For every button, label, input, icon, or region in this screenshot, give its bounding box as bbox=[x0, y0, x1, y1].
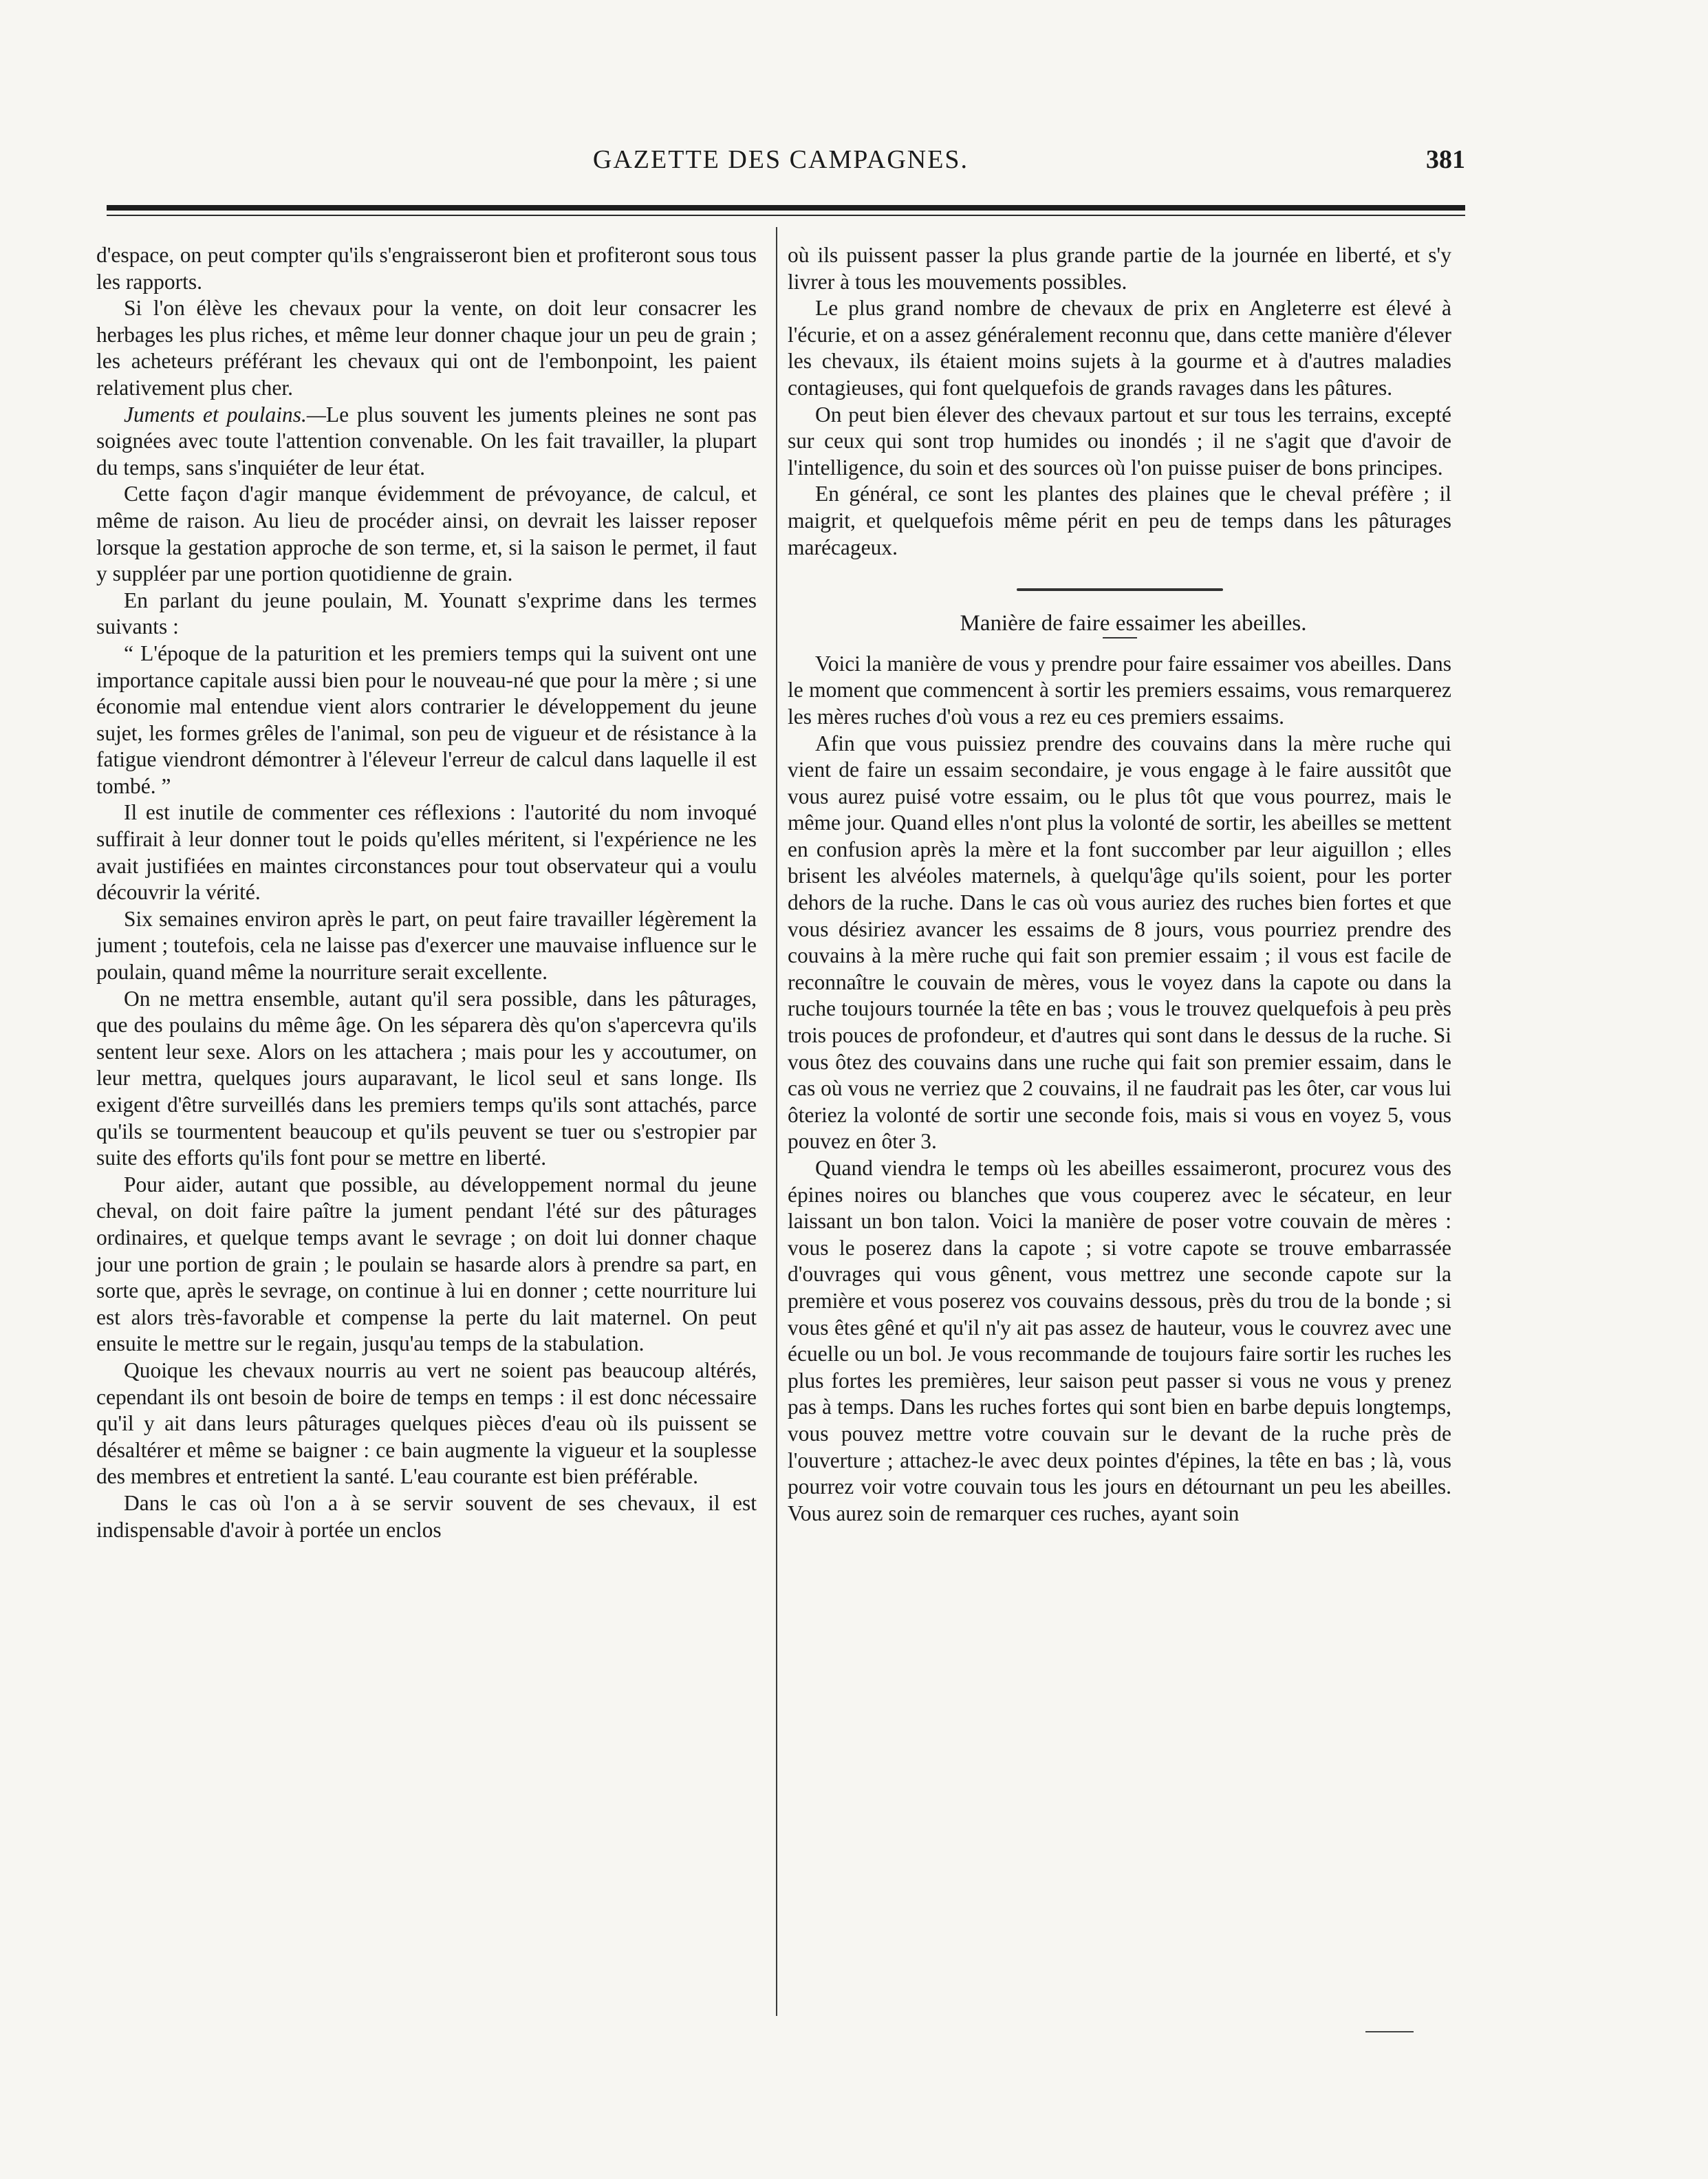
newspaper-title: GAZETTE DES CAMPAGNES. bbox=[592, 145, 969, 174]
paragraph: Six semaines environ après le part, on peut faire travailler légèrement la jument ; toutefois, cela ne laisse pas d'exercer une mauvaise influence sur le poulain, quand même la nourriture serait excellente. bbox=[96, 906, 757, 985]
paragraph: En général, ce sont les plantes des plaines que le cheval préfère ; il maigrit, et quelquefois même périt en peu de temps dans les pâturages marécageux. bbox=[788, 482, 1451, 559]
paragraph: Dans le cas où l'on a à se servir souvent de ses chevaux, il est indispensable d'avoir à portée un enclos bbox=[96, 1490, 757, 1542]
paragraph: Le plus grand nombre de chevaux de prix en Angleterre est élevé à l'écurie, et on a assez généralement reconnu que, dans cette manière d'élever les chevaux, ils étaient moins sujets à la gourme et à d'autres maladies contagieuses, qui font quelquefois de grands ravages dans les pâtures. bbox=[788, 296, 1451, 400]
column-divider bbox=[776, 227, 777, 2016]
paragraph: On ne mettra ensemble, autant qu'il sera possible, dans les pâturages, que des poulains du même âge. On les séparera dès qu'on s'apercevra qu'ils sentent leur sexe. Alors on les attachera ; mais pour les y accoutumer, on leur mettra, quelques jours auparavant, le licol seul et sans longe. Ils exigent d'être surveillés dans les premiers temps qu'ils sont attachés, parce qu'ils se tourmentent beaucoup et qu'ils peuvent se tuer ou s'estropier par suite des efforts qu'ils font pour se mettre en liberté. bbox=[96, 986, 757, 1170]
title-rule bbox=[1103, 637, 1137, 638]
paragraph: Si l'on élève les chevaux pour la vente, on doit leur consacrer les herbages les plus riches, et même leur donner chaque jour un peu de grain ; les acheteurs préférant les chevaux qui ont de l'embonpoint, les paient relativement plus cher. bbox=[96, 296, 757, 400]
header-rule-thick bbox=[107, 205, 1465, 211]
paragraph: Quand viendra le temps où les abeilles essaimeront, procurez vous des épines noires ou blanches que vous couperez avec le sécateur, en leur laissant un bon talon. Voici la manière de poser votre couvain de mères : vous le poserez dans la capote ; si votre capote se trouve embarrassée d'ouvrages qui vous gênent, vous mettrez une seconde capote sur la première et vous poserez vos couvains dessous, près du trou de la bonde ; si vous êtes gêné et qu'il n'y ait pas assez de hauteur, vous le couvrez avec une écuelle ou un bol. Je vous recommande de toujours faire sortir les ruches les plus fortes les premières, leur saison peut passer si vous ne vous y prenez pas à temps. Dans les ruches fortes qui sont bien en barbe depuis longtemps, vous pouvez mettre votre couvain sur le devant de la ruche près de l'ouverture ; attachez-le avec deux pointes d'épines, la tête en bas ; là, vous pourrez voir votre couvain tous les jours en détournant un peu les abeilles. Vous aurez soin de remarquer ces ruches, ayant soin bbox=[788, 1156, 1451, 1525]
paragraph: d'espace, on peut compter qu'ils s'engraisseront bien et profiteront sous tous les rapports. bbox=[96, 243, 757, 294]
section-rule bbox=[1017, 588, 1223, 591]
paragraph: Voici la manière de vous y prendre pour faire essaimer vos abeilles. Dans le moment que commencent à sortir les premiers essaims, vous remarquerez les mères ruches d'où vous a rez eu ces premiers essaims. bbox=[788, 651, 1451, 729]
runin-heading: Juments et poulains.— bbox=[124, 402, 326, 427]
quotation: “ L'époque de la paturition et les premiers temps qui la suivent ont une importance capitale aussi bien pour le nouveau-né que pour la mère ; si une économie mal entendue vient alors contrarier le développement du jeune sujet, les formes grêles de l'animal, son peu de vigueur et de résistance à la fatigue viendront démontrer à l'éleveur l'erreur de calcul dans laquelle il est tombé. ” bbox=[96, 641, 757, 798]
paragraph: Juments et poulains.—Le plus souvent les juments pleines ne sont pas soignées avec toute l'attention convenable. On les fait travailler, la plupart du temps, sans s'inquiéter de leur état. bbox=[96, 402, 757, 480]
left-column bbox=[96, 242, 757, 1543]
paragraph: On peut bien élever des chevaux partout et sur tous les terrains, excepté sur ceux qui sont trop humides ou inondés ; il ne s'agit que d'avoir de l'intelligence, du soin et des sources où l'on puisse puiser de bons principes. bbox=[788, 402, 1451, 480]
right-column bbox=[788, 242, 1451, 1527]
paragraph: Il est inutile de commenter ces réflexions : l'autorité du nom invoqué suffirait à leur donner tout le poids qu'elles méritent, si l'expérience ne les avait justifiées en maintes circonstances pour tout observateur qui a voulu découvrir la vérité. bbox=[96, 800, 757, 905]
header-rule-thin bbox=[107, 215, 1465, 216]
section-title: Manière de faire essaimer les abeilles. bbox=[960, 611, 1307, 636]
paragraph: où ils puissent passer la plus grande partie de la journée en liberté, et s'y livrer à tous les mouvements possibles. bbox=[788, 243, 1451, 294]
continuation-mark bbox=[1365, 2031, 1414, 2032]
running-head bbox=[103, 144, 1465, 186]
paragraph: Afin que vous puissiez prendre des couvains dans la mère ruche qui vient de faire un essaim secondaire, je vous engage à le faire aussitôt que vous aurez puisé votre essaim, ou le plus tôt que vous pourrez, mais le même jour. Quand elles n'ont plus la volonté de sortir, les abeilles se mettent en confusion après la mère et la font succomber par leur aiguillon ; elles brisent les alvéoles maternels, à quelqu'âge qu'ils soient, pour les porter dehors de la ruche. Dans le cas où vous auriez des ruches bien fortes et que vous désiriez avancer les essaims de 8 jours, vous pourriez prendre des couvains à la mère ruche qui fait son premier essaim ; il vous est facile de reconnaître le couvain de mères, vous le voyez dans la capote ou dans la ruche toujours tournée la tête en bas ; vous le trouvez quelquefois à peu près trois pouces de profondeur, et d'autres qui sont dans le dessus de la ruche. Si vous ôtez des couvains dans une ruche qui fait son premier essaim, dans le cas où vous ne verriez que 2 couvains, il ne faudrait pas les ôter, car vous lui ôteriez la volonté de sortir une seconde fois, mais si vous en voyez 5, vous pouvez en ôter 3. bbox=[788, 731, 1451, 1154]
paragraph: Cette façon d'agir manque évidemment de prévoyance, de calcul, et même de raison. Au lieu de procéder ainsi, on devrait les laisser reposer lorsque la gestation approche de son terme, et, si la saison le permet, il faut y suppléer par une portion quotidienne de grain. bbox=[96, 482, 757, 586]
paragraph: Pour aider, autant que possible, au développement normal du jeune cheval, on doit faire paître la jument pendant l'été sur des pâturages ordinaires, et quelque temps avant le sevrage ; on doit lui donner chaque jour une portion de grain ; le poulain se hasarde alors à prendre sa part, en sorte que, après le sevrage, on continue à lui en donner ; cette nourriture lui est alors très-favorable et compense la perte du lait maternel. On peut ensuite le mettre sur le regain, jusqu'au temps de la stabulation. bbox=[96, 1172, 757, 1356]
paragraph: En parlant du jeune poulain, M. Younatt s'exprime dans les termes suivants : bbox=[96, 588, 757, 639]
paragraph: Quoique les chevaux nourris au vert ne soient pas beaucoup altérés, cependant ils ont besoin de boire de temps en temps : il est donc nécessaire qu'il y ait dans leurs pâturages quelques pièces d'eau où ils puissent se désaltérer et même se baigner : ce bain augmente la vigueur et la souplesse des membres et entretient la santé. L'eau courante est bien préférable. bbox=[96, 1357, 757, 1489]
page-number: 381 bbox=[1426, 145, 1465, 174]
